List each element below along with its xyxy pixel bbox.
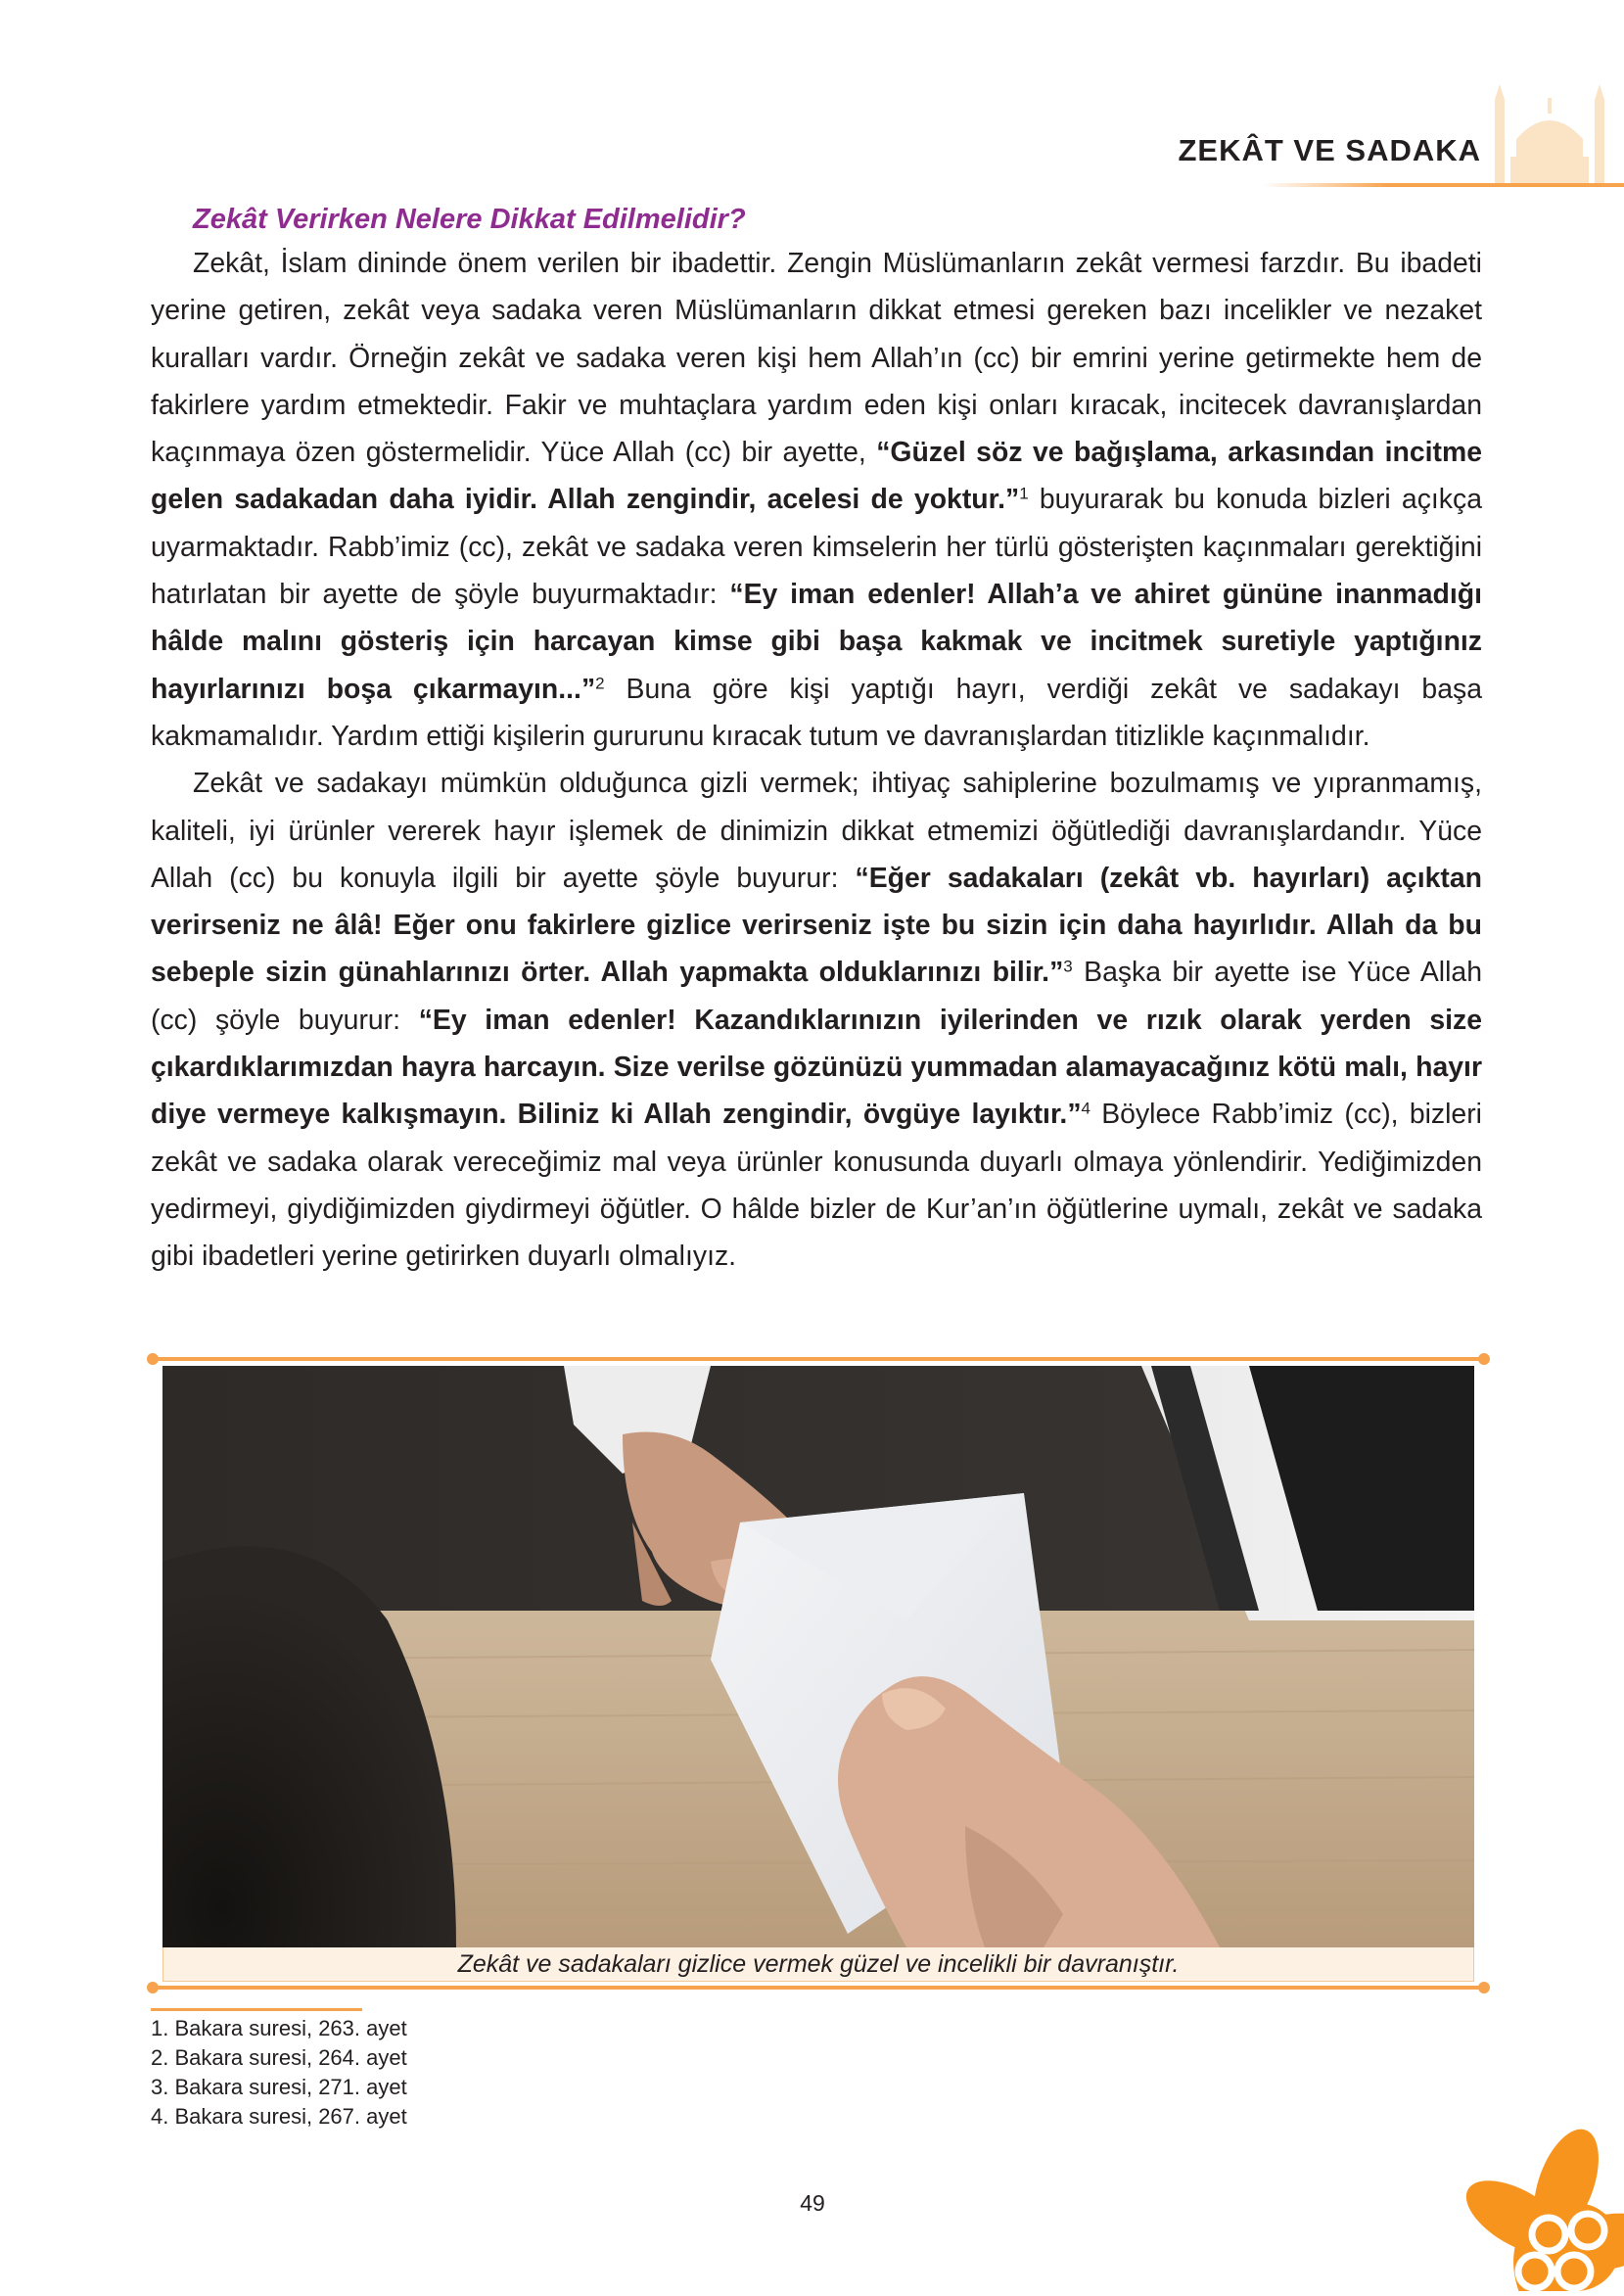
footnote-ref-4: 4 [1081, 1100, 1090, 1118]
paragraph-1-text-a: Zekât, İslam dininde önem verilen bir ibadettir. Zengin Müslümanların zekât vermesi farzdır. Bu ibadeti yerine getiren, zekât veya sadaka veren Müslümanların dikkat etmesi gereken bazı incelikler ve nezaket kuralları vardır. Örneğin zekât ve sadaka veren kişi hem Allah’ın (cc) bir emrini yerine getirmekte hem de fakirlere yardım etmektedir. Fakir ve muhtaçlara yardım eden kişi onları kıracak, incitecek davranışlardan kaçınmaya özen göstermelidir. Yüce Allah (cc) bir ayette, [151, 248, 1482, 469]
verse-quote-3: “Eğer sadakaları (zekât vb. hayırları) açıktan verirseniz ne âlâ! Eğer onu fakirlere gizlice verirseniz işte bu sizin için daha hayırlıdır. Allah da bu sebeple sizin günahlarınızı örter. Allah yapmakta olduklarınızı bilir.” [151, 862, 1482, 989]
verse-quote-4: “Ey iman edenler! Kazandıklarınızın iyilerinden ve rızık olarak yerden size çıkardıklarımızdan hayra harcayın. Size verilse gözünüzü yummadan alamayacağınız kötü malı, hayır diye vermeye kalkışmayın. Biliniz ki Allah zengindir, övgüye layıktır.” [151, 1004, 1482, 1131]
main-content [151, 199, 1482, 1281]
paragraph-2-text-c: Böylece Rabb’imiz (cc), bizleri zekât ve sadaka olarak vereceğimiz mal veya ürünler konusunda duyarlı olmaya yönlendirir. Yediğimizden yedirmeyi, giydiğimizden giydirmeyi öğütler. O hâlde bizler de Kur’an’ın öğütlerine uymalı, zekât ve sadaka gibi ibadetleri yerine getirirken duyarlı olmalıyız. [151, 1099, 1482, 1273]
paragraph-2 [151, 760, 1482, 1280]
figure-corner-dot [147, 1982, 159, 1993]
footnote-item: 2. Bakara suresi, 264. ayet [151, 2045, 407, 2070]
paragraph-1 [151, 240, 1482, 760]
header-rule [1263, 183, 1624, 187]
paragraph-2-text-a: Zekât ve sadakayı mümkün olduğunca gizli vermek; ihtiyaç sahiplerine bozulmamış ve yıpranmamış, kaliteli, iyi ürünler vererek hayır işlemek de dinimizin dikkat etmemizi öğütlediği davranışlardandır. Yüce Allah (cc) bu konuyla ilgili bir ayette şöyle buyurur: [151, 768, 1482, 894]
mosque-silhouette-decoration [1477, 78, 1624, 186]
figure-caption: Zekât ve sadakaları gizlice vermek güzel ve incelikli bir davranıştır. [162, 1947, 1474, 1982]
footnote-item: 4. Bakara suresi, 267. ayet [151, 2104, 407, 2129]
footnote-ref-2: 2 [595, 674, 605, 693]
footnote-rule [151, 2008, 362, 2011]
footnote-item: 1. Bakara suresi, 263. ayet [151, 2016, 407, 2040]
verse-quote-2: “Ey iman edenler! Allah’a ve ahiret gününe inanmadığı hâlde malını gösteriş için harcayan kimse gibi başa kakmak ve incitmek suretiyle yaptığınız hayırlarınızı boşa çıkarmayın...” [151, 579, 1483, 705]
figure-corner-dot [1478, 1982, 1490, 1993]
envelope-handover-photo [162, 1366, 1474, 1947]
flower-corner-decoration [1459, 2125, 1624, 2291]
paragraph-2-text-b: Başka bir ayette ise Yüce Allah (cc) şöyle buyurur: [151, 957, 1482, 1036]
section-title: Zekât Verirken Nelere Dikkat Edilmelidir? [193, 204, 746, 235]
footnote-item: 3. Bakara suresi, 271. ayet [151, 2075, 407, 2099]
figure-corner-dot [147, 1353, 159, 1365]
page-number: 49 [800, 2190, 825, 2216]
figure-corner-dot [1478, 1353, 1490, 1365]
figure [151, 1356, 1486, 1992]
footnote-ref-1: 1 [1019, 485, 1029, 504]
figure-bottom-rule [151, 1986, 1486, 1990]
footnotes-list [151, 2014, 407, 2132]
footnote-ref-3: 3 [1063, 958, 1073, 977]
paragraph-1-text-c: Buna göre kişi yaptığı hayrı, verdiği zekât ve sadakayı başa kakmamalıdır. Yardım ettiği kişilerin gururunu kıracak tutum ve davranışlardan titizlikle kaçınmalıdır. [151, 673, 1482, 752]
figure-top-rule [151, 1357, 1486, 1361]
verse-quote-1: “Güzel söz ve bağışlama, arkasından incitme gelen sadakadan daha iyidir. Allah zengindir, acelesi de yoktur.” [151, 437, 1482, 516]
paragraph-1-text-b: buyurarak bu konuda bizleri açıkça uyarmaktadır. Rabb’imiz (cc), zekât ve sadaka veren kimselerin her türlü gösterişten kaçınmaları gerektiğini hatırlatan bir ayette de şöyle buyurmaktadır: [151, 484, 1482, 611]
running-header-title: ZEKÂT VE SADAKA [1178, 133, 1481, 167]
